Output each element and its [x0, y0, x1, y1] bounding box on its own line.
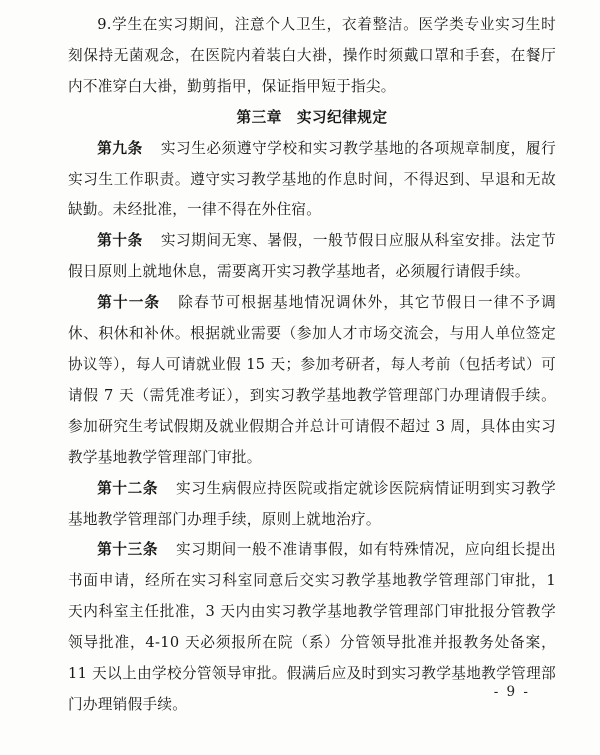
article-11 — [68, 288, 556, 473]
article-label: 第十二条 — [97, 479, 159, 497]
article-9 — [68, 134, 556, 227]
article-text: 实习期间无寒、暑假，一般节假日应服从科室安排。法定节假日原则上就地休息，需要离开实习教学基地者，必须履行请假手续。 — [68, 232, 556, 281]
article-label: 第十一条 — [97, 294, 161, 312]
article-text: 实习生必须遵守学校和实习教学基地的各项规章制度，履行实习生工作职责。遵守实习教学基地的作息时间，不得迟到、早退和无故缺勤。未经批准，一律不得在外住宿。 — [68, 139, 556, 219]
article-text: 实习期间一般不准请事假，如有特殊情况，应向组长提出书面申请，经所在实习科室同意后交实习教学基地教学管理部门审批，1 天内科室主任批准，3 天内由实习教学基地教学管理部门审批报分管教学领导批准，4-10 天必须报所在院（系）分管领导批准并报教务处备案，11 天以上由学校分管领导审批。假满后应及时到实习教学基地教学管理部门办理销假手续。 — [68, 541, 556, 713]
paragraph-text: 9.学生在实习期间，注意个人卫生，衣着整洁。医学类专业实习生时刻保持无菌观念，在医院内着装白大褂，操作时须戴口罩和手套，在餐厅内不准穿白大褂，勤剪指甲，保证指甲短于指尖。 — [68, 16, 556, 95]
article-text: 除春节可根据基地情况调休外，其它节假日一律不予调休、积休和补休。根据就业需要（参加人才市场交流会，与用人单位签定协议等），每人可请就业假 15 天；参加考研者，每人考前（包括考试）可请假 7 天（需凭准考证），到实习教学基地教学管理部门办理请假手续。参加研究生考试假期及就业假期合并总计可请假不超过 3 周，具体由实习教学基地教学管理部门审批。 — [68, 294, 557, 466]
article-10 — [68, 226, 556, 288]
article-label: 第九条 — [97, 139, 143, 157]
article-13 — [68, 535, 556, 720]
article-12 — [68, 474, 556, 536]
page-number: - 9 - — [493, 684, 530, 700]
document-body — [68, 10, 556, 721]
article-label: 第十三条 — [97, 541, 159, 559]
article-label: 第十条 — [97, 232, 143, 250]
chapter-heading: 第三章 实习纪律规定 — [236, 108, 388, 126]
paragraph-item-9 — [68, 10, 556, 103]
article-text: 实习生病假应持医院或指定就诊医院病情证明到实习教学基地教学管理部门办理手续，原则上就地治疗。 — [68, 479, 556, 528]
